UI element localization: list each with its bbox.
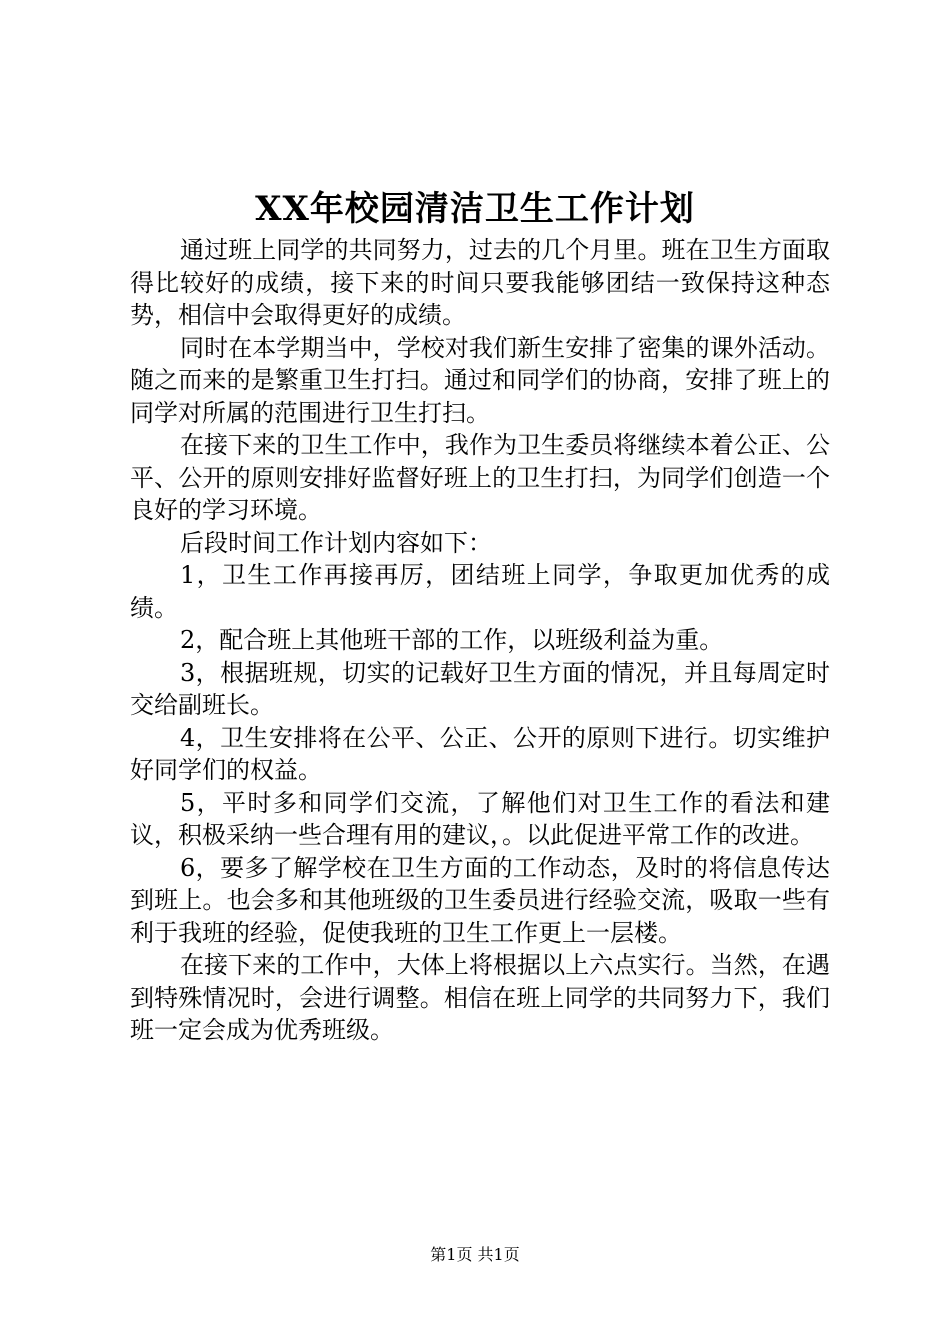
paragraph-semester: 同时在本学期当中，学校对我们新生安排了密集的课外活动。随之而来的是繁重卫生打扫。通过和同学们的协商，安排了班上的同学对所属的范围进行卫生打扫。 [130,333,830,427]
plan-item-1: 1，卫生工作再接再厉，团结班上同学，争取更加优秀的成绩。 [130,561,830,622]
paragraph-plan-heading: 后段时间工作计划内容如下： [180,528,492,557]
plan-item-4: 4，卫生安排将在公平、公正、公开的原则下进行。切实维护好同学们的权益。 [130,723,830,784]
paragraph-intro: 通过班上同学的共同努力，过去的几个月里。班在卫生方面取得比较好的成绩，接下来的时间只要我能够团结一致保持这种态势，相信中会取得更好的成绩。 [130,236,830,329]
paragraph-commitment: 在接下来的卫生工作中，我作为卫生委员将继续本着公正、公平、公开的原则安排好监督好班上的卫生打扫，为同学们创造一个良好的学习环境。 [130,431,830,524]
plan-item-3: 3，根据班规，切实的记载好卫生方面的情况，并且每周定时交给副班长。 [130,658,830,719]
document-title: XX年校园清洁卫生工作计划 [255,189,695,229]
paragraph-conclusion: 在接下来的工作中，大体上将根据以上六点实行。当然，在遇到特殊情况时，会进行调整。相信在班上同学的共同努力下，我们班一定会成为优秀班级。 [130,951,830,1044]
plan-item-2: 2，配合班上其他班干部的工作，以班级利益为重。 [180,626,724,654]
page-number-footer: 第1页 共1页 [430,1245,520,1264]
plan-item-6: 6，要多了解学校在卫生方面的工作动态，及时的将信息传达到班上。也会多和其他班级的卫生委员进行经验交流，吸取一些有利于我班的经验，促使我班的卫生工作更上一层楼。 [130,853,830,947]
document-body [130,234,830,1047]
plan-item-5: 5，平时多和同学们交流，了解他们对卫生工作的看法和建议，积极采纳一些合理有用的建议，。以此促进平常工作的改进。 [130,788,830,849]
